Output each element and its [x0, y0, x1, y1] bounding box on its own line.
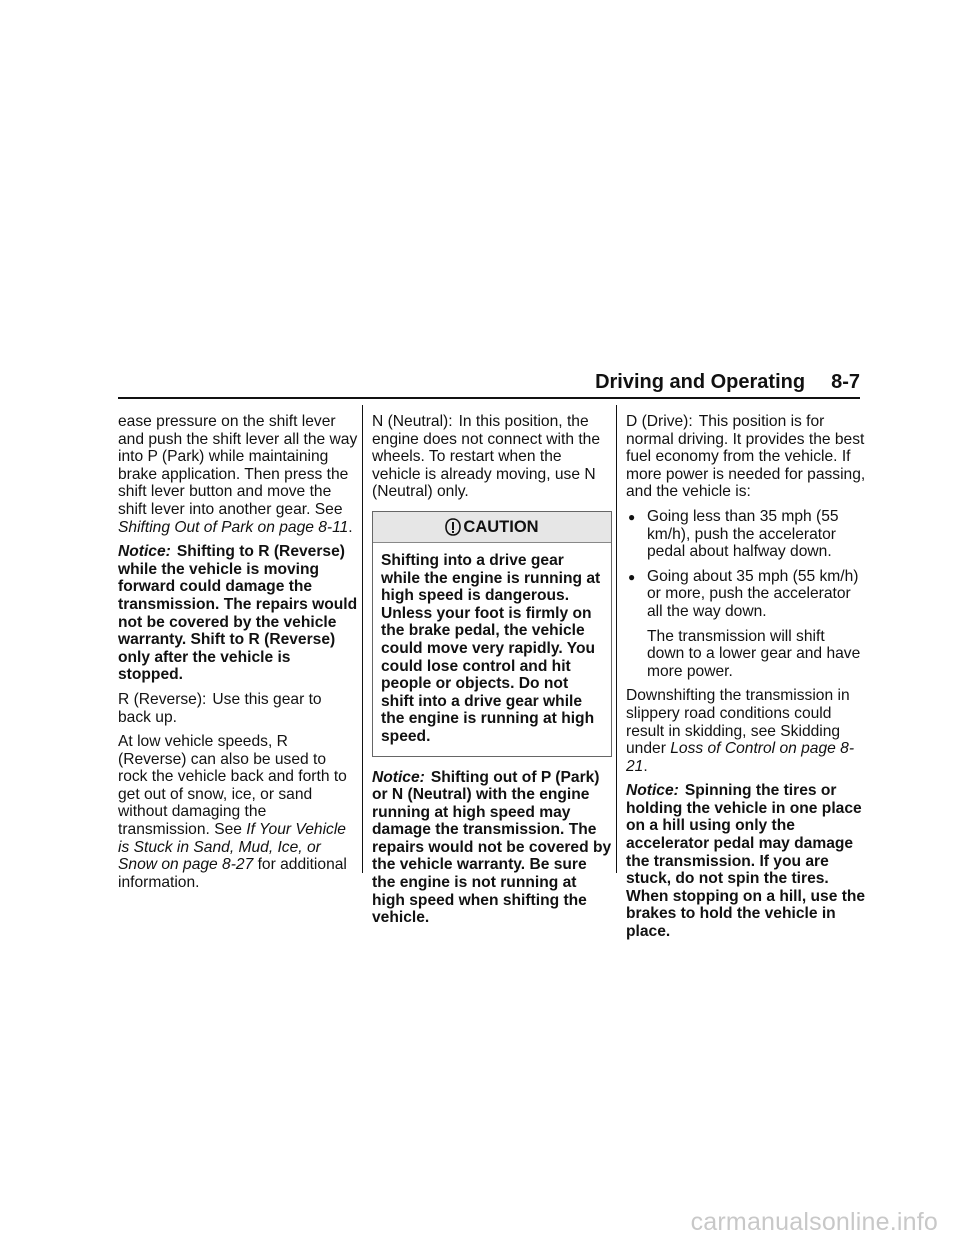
notice-text: Shifting to R (Reverse) while the vehicle is moving forward could damage the transmission. The repairs would not be covered by the vehicle warranty. Shift to R (Reverse) only after the vehicle is stopped.	[118, 543, 358, 684]
bullet-icon: ●	[628, 569, 636, 584]
list-item	[626, 568, 866, 621]
column-divider-2	[616, 405, 617, 873]
paragraph-text: At low vehicle speeds, R (Reverse) can also be used to rock the vehicle back and forth to get out of snow, ice, or sand without damaging the transmission. See	[118, 733, 347, 839]
bullet-icon: ●	[628, 509, 636, 524]
indented-paragraph: The transmission will shift down to a lower gear and have more power.	[647, 627, 861, 680]
notice-text: Shifting out of P (Park) or N (Neutral) with the engine running at high speed may damage the transmission. The repairs would not be covered by the vehicle warranty. Be sure the engine is not running at high speed when shifting the vehicle.	[372, 768, 612, 927]
paragraph-text: Downshifting the transmission in slippery road conditions could result in skidding, see Skidding under	[626, 687, 850, 758]
column-2	[372, 413, 612, 934]
bullet-list	[626, 508, 866, 621]
paragraph-text: ease pressure on the shift lever and push the shift lever all the way into P (Park) while maintaining brake application. Then press the shift lever button and move the shift lever into another gear. See	[118, 413, 358, 518]
paragraph-end: .	[348, 518, 353, 536]
section-title: Driving and Operating	[595, 371, 806, 393]
notice-text: Spinning the tires or holding the vehicle in one place on a hill using only the accelerator pedal may damage the transmission. If you are stuck, do not spin the tires. When stopping on a hill, use the brakes to hold the vehicle in place.	[626, 782, 866, 941]
warning-icon	[445, 518, 461, 536]
notice-label: Notice:	[372, 768, 425, 786]
page-number: 8-7	[831, 371, 860, 393]
paragraph-drive	[626, 413, 866, 501]
cross-reference-link[interactable]: Shifting Out of Park on page 8-11	[118, 518, 349, 536]
notice-label: Notice:	[118, 543, 171, 561]
watermark: carmanualsonline.info	[690, 1208, 938, 1237]
notice-tires	[626, 782, 866, 940]
neutral-text: In this position, the engine does not connect with the wheels. To restart when the vehicle is already moving, use N (Neutral) only.	[372, 413, 601, 501]
column-1	[118, 413, 358, 898]
paragraph-end: for additional information.	[118, 856, 347, 891]
column-divider-1	[362, 405, 363, 873]
list-item-text: Going about 35 mph (55 km/h) or more, push the accelerator all the way down.	[647, 567, 859, 620]
column-3	[626, 413, 866, 948]
reverse-text: Use this gear to back up.	[118, 690, 322, 726]
page-header	[118, 370, 860, 397]
drive-text: This position is for normal driving. It provides the best fuel economy from the vehicle. If more power is needed for passing, and the vehicle is:	[626, 413, 866, 501]
neutral-term: N (Neutral):	[372, 413, 453, 430]
paragraph-end: .	[643, 757, 648, 775]
notice-label: Notice:	[626, 782, 679, 800]
caution-header	[373, 512, 611, 543]
paragraph-park-release	[118, 413, 358, 536]
drive-term: D (Drive):	[626, 413, 693, 430]
notice-reverse	[118, 543, 358, 684]
caution-text: Shifting into a drive gear while the engine is running at high speed is dangerous. Unless your foot is firmly on the brake pedal, the vehicle could move very rapidly. You could lose control and hit people or objects. Do not shift into a drive gear while the engine is running at high speed.	[381, 551, 601, 745]
list-item	[626, 508, 866, 561]
list-item-text: Going less than 35 mph (55 km/h), push the accelerator pedal about halfway down.	[647, 507, 839, 561]
cross-reference-link[interactable]: Loss of Control on page 8-21	[626, 740, 855, 775]
caution-box	[372, 511, 612, 757]
caution-title: CAUTION	[463, 517, 539, 536]
paragraph-downshift	[626, 687, 866, 775]
paragraph-rocking	[118, 733, 358, 891]
paragraph-neutral	[372, 413, 612, 501]
notice-park-neutral	[372, 769, 612, 927]
cross-reference-link[interactable]: If Your Vehicle is Stuck in Sand, Mud, Ice, or Snow on page 8-27	[118, 821, 346, 874]
header-title	[595, 370, 860, 394]
header-rule	[118, 397, 860, 399]
paragraph-reverse	[118, 691, 358, 726]
reverse-term: R (Reverse):	[118, 690, 207, 708]
